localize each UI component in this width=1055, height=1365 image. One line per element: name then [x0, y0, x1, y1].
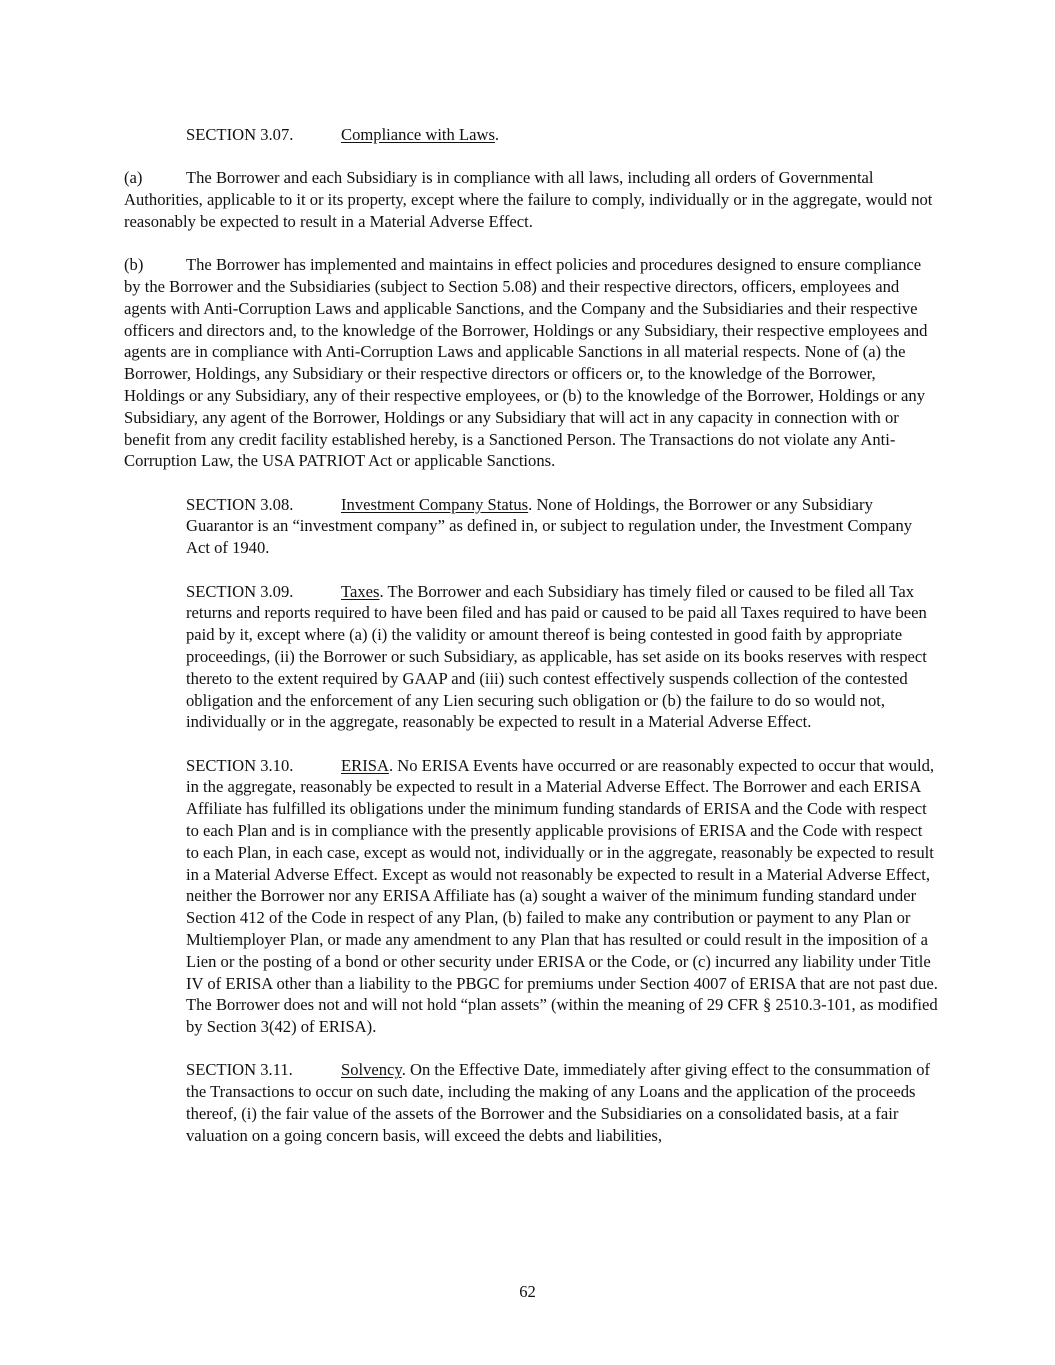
section-3-08: [124, 494, 939, 559]
section-title: Solvency: [341, 1060, 402, 1080]
section-number: SECTION 3.11.: [186, 1060, 293, 1080]
paragraph-label: (b): [124, 255, 144, 275]
section-3-07-paragraph-b: [124, 254, 939, 472]
section-title: Taxes: [341, 581, 380, 601]
section-number: SECTION 3.10.: [186, 755, 294, 775]
section-text: . None of Holdings, the Borrower or any Subsidiary Guarantor is an “investment company” as defined in, or subject to regulation under, the Investment Company Act of 1940.: [186, 494, 913, 558]
section-3-07-heading: [124, 124, 939, 146]
section-title: Compliance with Laws: [341, 125, 495, 144]
section-title-period: .: [494, 125, 500, 144]
document-page: [124, 124, 939, 1168]
section-title: ERISA: [341, 755, 389, 775]
section-3-10: [124, 755, 939, 1038]
paragraph-label: (a): [124, 168, 143, 188]
paragraph-text: The Borrower has implemented and maintains in effect policies and procedures designed to ensure compliance by the Borrower and the Subsidiaries (subject to Section 5.08) and their respective directors, officers, employees and agents with Anti-Corruption Laws and applicable Sanctions, and the Company and the Subsidiaries and their respective officers and directors and, to the knowledge of the Borrower, Holdings or any Subsidiary, their respective employees and agents are in compliance with Anti-Corruption Laws and applicable Sanctions in all material respects. None of (a) the Borrower, Holdings, any Subsidiary or their respective directors or officers or, to the knowledge of the Borrower, Holdings or any Subsidiary, any of their respective employees, or (b) to the knowledge of the Borrower, Holdings or any Subsidiary, any agent of the Borrower, Holdings or any Subsidiary that will act in any capacity in connection with or benefit from any credit facility established hereby, is a Sanctioned Person. The Transactions do not violate any Anti-Corruption Law, the USA PATRIOT Act or applicable Sanctions.: [124, 255, 928, 471]
section-3-11: [124, 1059, 939, 1146]
section-number: SECTION 3.07.: [186, 125, 294, 144]
section-text: . No ERISA Events have occurred or are reasonably expected to occur that would, in the aggregate, reasonably be expected to result in a Material Adverse Effect. The Borrower and each ERISA Affiliate has fulfilled its obligations under the minimum funding standards of ERISA and the Code with respect to each Plan and is in compliance with the presently applicable provisions of ERISA and the Code with respect to each Plan, in each case, except as would not, individually or in the aggregate, reasonably be expected to result in a Material Adverse Effect. Except as would not reasonably be expected to result in a Material Adverse Effect, neither the Borrower nor any ERISA Affiliate has (a) sought a waiver of the minimum funding standard under Section 412 of the Code in respect of any Plan, (b) failed to make any contribution or payment to any Plan or Multiemployer Plan, or made any amendment to any Plan that has resulted or could result in the imposition of a Lien or the posting of a bond or other security under ERISA or the Code, or (c) incurred any liability under Title IV of ERISA other than a liability to the PBGC for premiums under Section 4007 of ERISA that are not past due. The Borrower does not and will not hold “plan assets” (within the meaning of 29 CFR § 2510.3-101, as modified by Section 3(42) of ERISA).: [186, 755, 938, 1037]
page-number: 62: [519, 1282, 536, 1301]
section-number: SECTION 3.09.: [186, 581, 294, 601]
section-text: . The Borrower and each Subsidiary has timely filed or caused to be filed all Tax returns and reports required to have been filed and has paid or caused to be paid all Taxes required to have been paid by it, except where (a) (i) the validity or amount thereof is being contested in good faith by appropriate proceedings, (ii) the Borrower or such Subsidiary, as applicable, has set aside on its books reserves with respect thereto to the extent required by GAAP and (iii) such contest effectively suspends collection of the contested obligation and the enforcement of any Lien securing such obligation or (b) the failure to do so would not, individually or in the aggregate, reasonably be expected to result in a Material Adverse Effect.: [186, 581, 927, 732]
section-title: Investment Company Status: [341, 494, 529, 514]
section-3-09: [124, 581, 939, 734]
section-number: SECTION 3.08.: [186, 494, 294, 514]
section-text: . On the Effective Date, immediately after giving effect to the consummation of the Transactions to occur on such date, including the making of any Loans and the application of the proceeds thereof, (i) the fair value of the assets of the Borrower and the Subsidiaries on a consolidated basis, at a fair valuation on a going concern basis, will exceed the debts and liabilities,: [186, 1060, 931, 1145]
section-3-07-paragraph-a: [124, 167, 939, 232]
paragraph-text: The Borrower and each Subsidiary is in compliance with all laws, including all orders of Governmental Authorities, applicable to it or its property, except where the failure to comply, individually or in the aggregate, would not reasonably be expected to result in a Material Adverse Effect.: [124, 168, 933, 231]
